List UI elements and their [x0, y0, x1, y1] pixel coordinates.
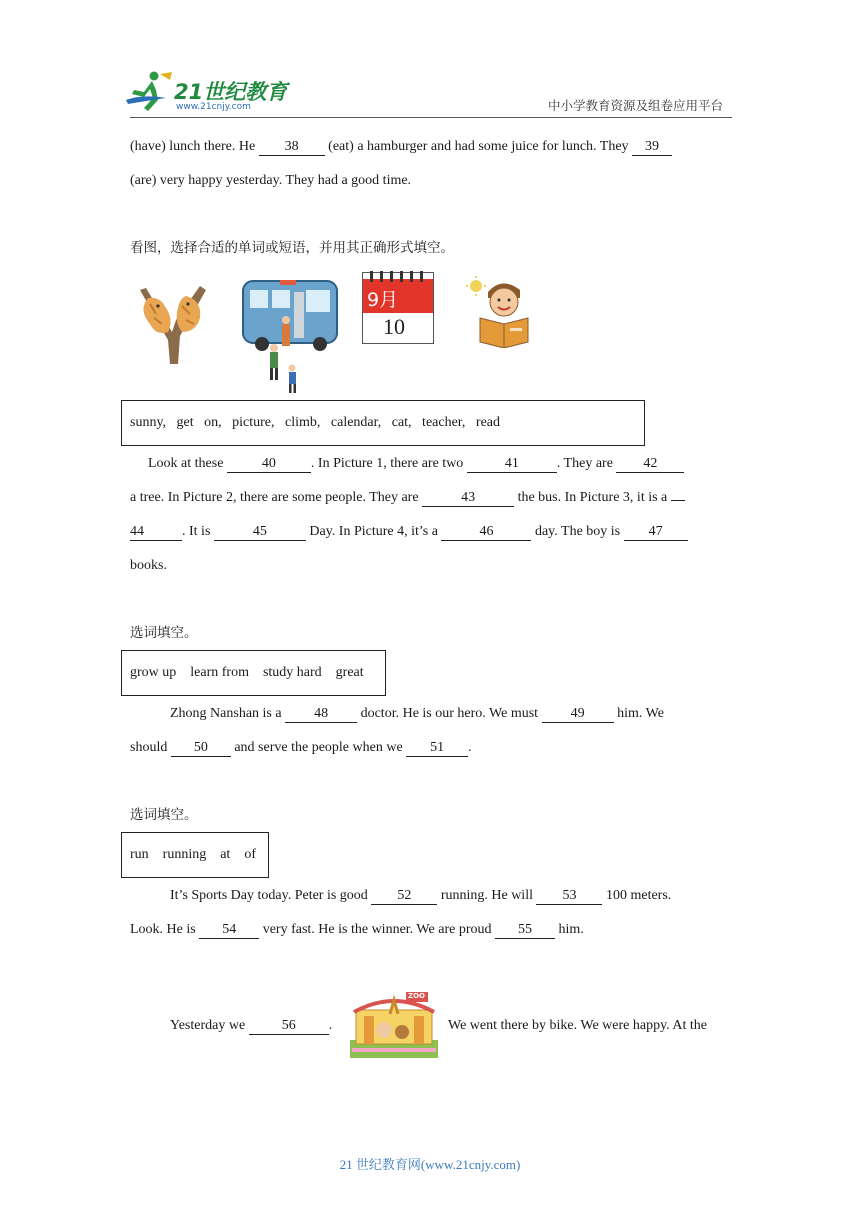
section4-line2: Look. He is 54 very fast. He is the winner. We are proud 55 him. — [130, 922, 584, 937]
zoo-image — [350, 990, 438, 1058]
blank-39[interactable]: 39 — [632, 139, 672, 156]
logo-text: 21世纪教育 — [174, 80, 288, 104]
bus-image — [240, 278, 340, 396]
blank-48[interactable]: 48 — [285, 706, 357, 723]
page-footer: 21 世纪教育网(www.21cnjy.com) — [339, 1157, 521, 1172]
section3-instruction: 选词填空。 — [130, 625, 198, 641]
calendar-month: 9月 — [367, 289, 399, 311]
header-logo — [122, 70, 292, 114]
section5-line1a: Yesterday we 56 . — [170, 1018, 333, 1033]
blank-51[interactable]: 51 — [406, 740, 468, 757]
blank-56[interactable]: 56 — [249, 1018, 329, 1035]
section2-line3: 44 . It is 45 Day. In Picture 4, it’s a 46 day. The boy is 47 — [130, 522, 688, 542]
word-box-section4: run running at of — [121, 832, 269, 878]
blank-38[interactable]: 38 — [259, 139, 325, 156]
blank-47[interactable]: 47 — [624, 524, 688, 541]
blank-55[interactable]: 55 — [495, 922, 555, 939]
section2-line1: Look at these 40 . In Picture 1, there are two 41 . They are 42 — [148, 454, 684, 474]
section2-instruction: 看图，选择合适的单词或短语，并用其正确形式填空。 — [130, 240, 454, 256]
blank-44[interactable]: 44 — [130, 524, 182, 541]
section3-line1: Zhong Nanshan is a 48 doctor. He is our hero. We must 49 him. We — [170, 706, 664, 721]
zoo-illustration-icon — [350, 990, 438, 1058]
section2-line2: a tree. In Picture 2, there are some people. They are 43 the bus. In Picture 3, it is a — [130, 488, 685, 508]
calendar-rings-icon — [363, 271, 433, 283]
cats-on-tree-image — [130, 280, 214, 364]
passage1-line2: (are) very happy yesterday. They had a good time. — [130, 173, 412, 188]
logo-url: www.21cnjy.com — [176, 102, 251, 112]
section3-line2: should 50 and serve the people when we 51 . — [130, 740, 472, 755]
section4-line1: It’s Sports Day today. Peter is good 52 running. He will 53 100 meters. — [170, 888, 672, 903]
calendar-image — [362, 272, 434, 344]
boy-reading-image — [466, 276, 538, 348]
blank-46[interactable]: 46 — [441, 524, 531, 541]
section5-line1b: We went there by bike. We were happy. At the — [448, 1018, 707, 1033]
header-right-text: 中小学教育资源及组卷应用平台 — [548, 98, 724, 113]
blank-43[interactable]: 43 — [422, 490, 514, 507]
blank-53[interactable]: 53 — [536, 888, 602, 905]
zoo-sign: ZOO — [408, 992, 425, 1000]
blank-41[interactable]: 41 — [467, 456, 557, 473]
blank-42[interactable]: 42 — [616, 456, 684, 473]
calendar-day: 10 — [383, 314, 405, 339]
calendar-header — [363, 279, 433, 313]
header-rule — [130, 117, 732, 118]
passage1-line1: (have) lunch there. He 38 (eat) a hamburger and had some juice for lunch. They 39 — [130, 137, 672, 157]
section2-line4: books. — [130, 558, 167, 573]
blank-52[interactable]: 52 — [371, 888, 437, 905]
blank-50[interactable]: 50 — [171, 740, 231, 757]
blank-45[interactable]: 45 — [214, 524, 306, 541]
runner-logo-icon — [122, 70, 178, 114]
blank-40[interactable]: 40 — [227, 456, 311, 473]
word-box-section3: grow up learn from study hard great — [121, 650, 386, 696]
section4-instruction: 选词填空。 — [130, 807, 198, 823]
blank-49[interactable]: 49 — [542, 706, 614, 723]
blank-54[interactable]: 54 — [199, 922, 259, 939]
blank-44-start[interactable] — [671, 500, 685, 501]
word-box-section2: sunny, get on, picture, climb, calendar, cat, teacher, read — [121, 400, 645, 446]
